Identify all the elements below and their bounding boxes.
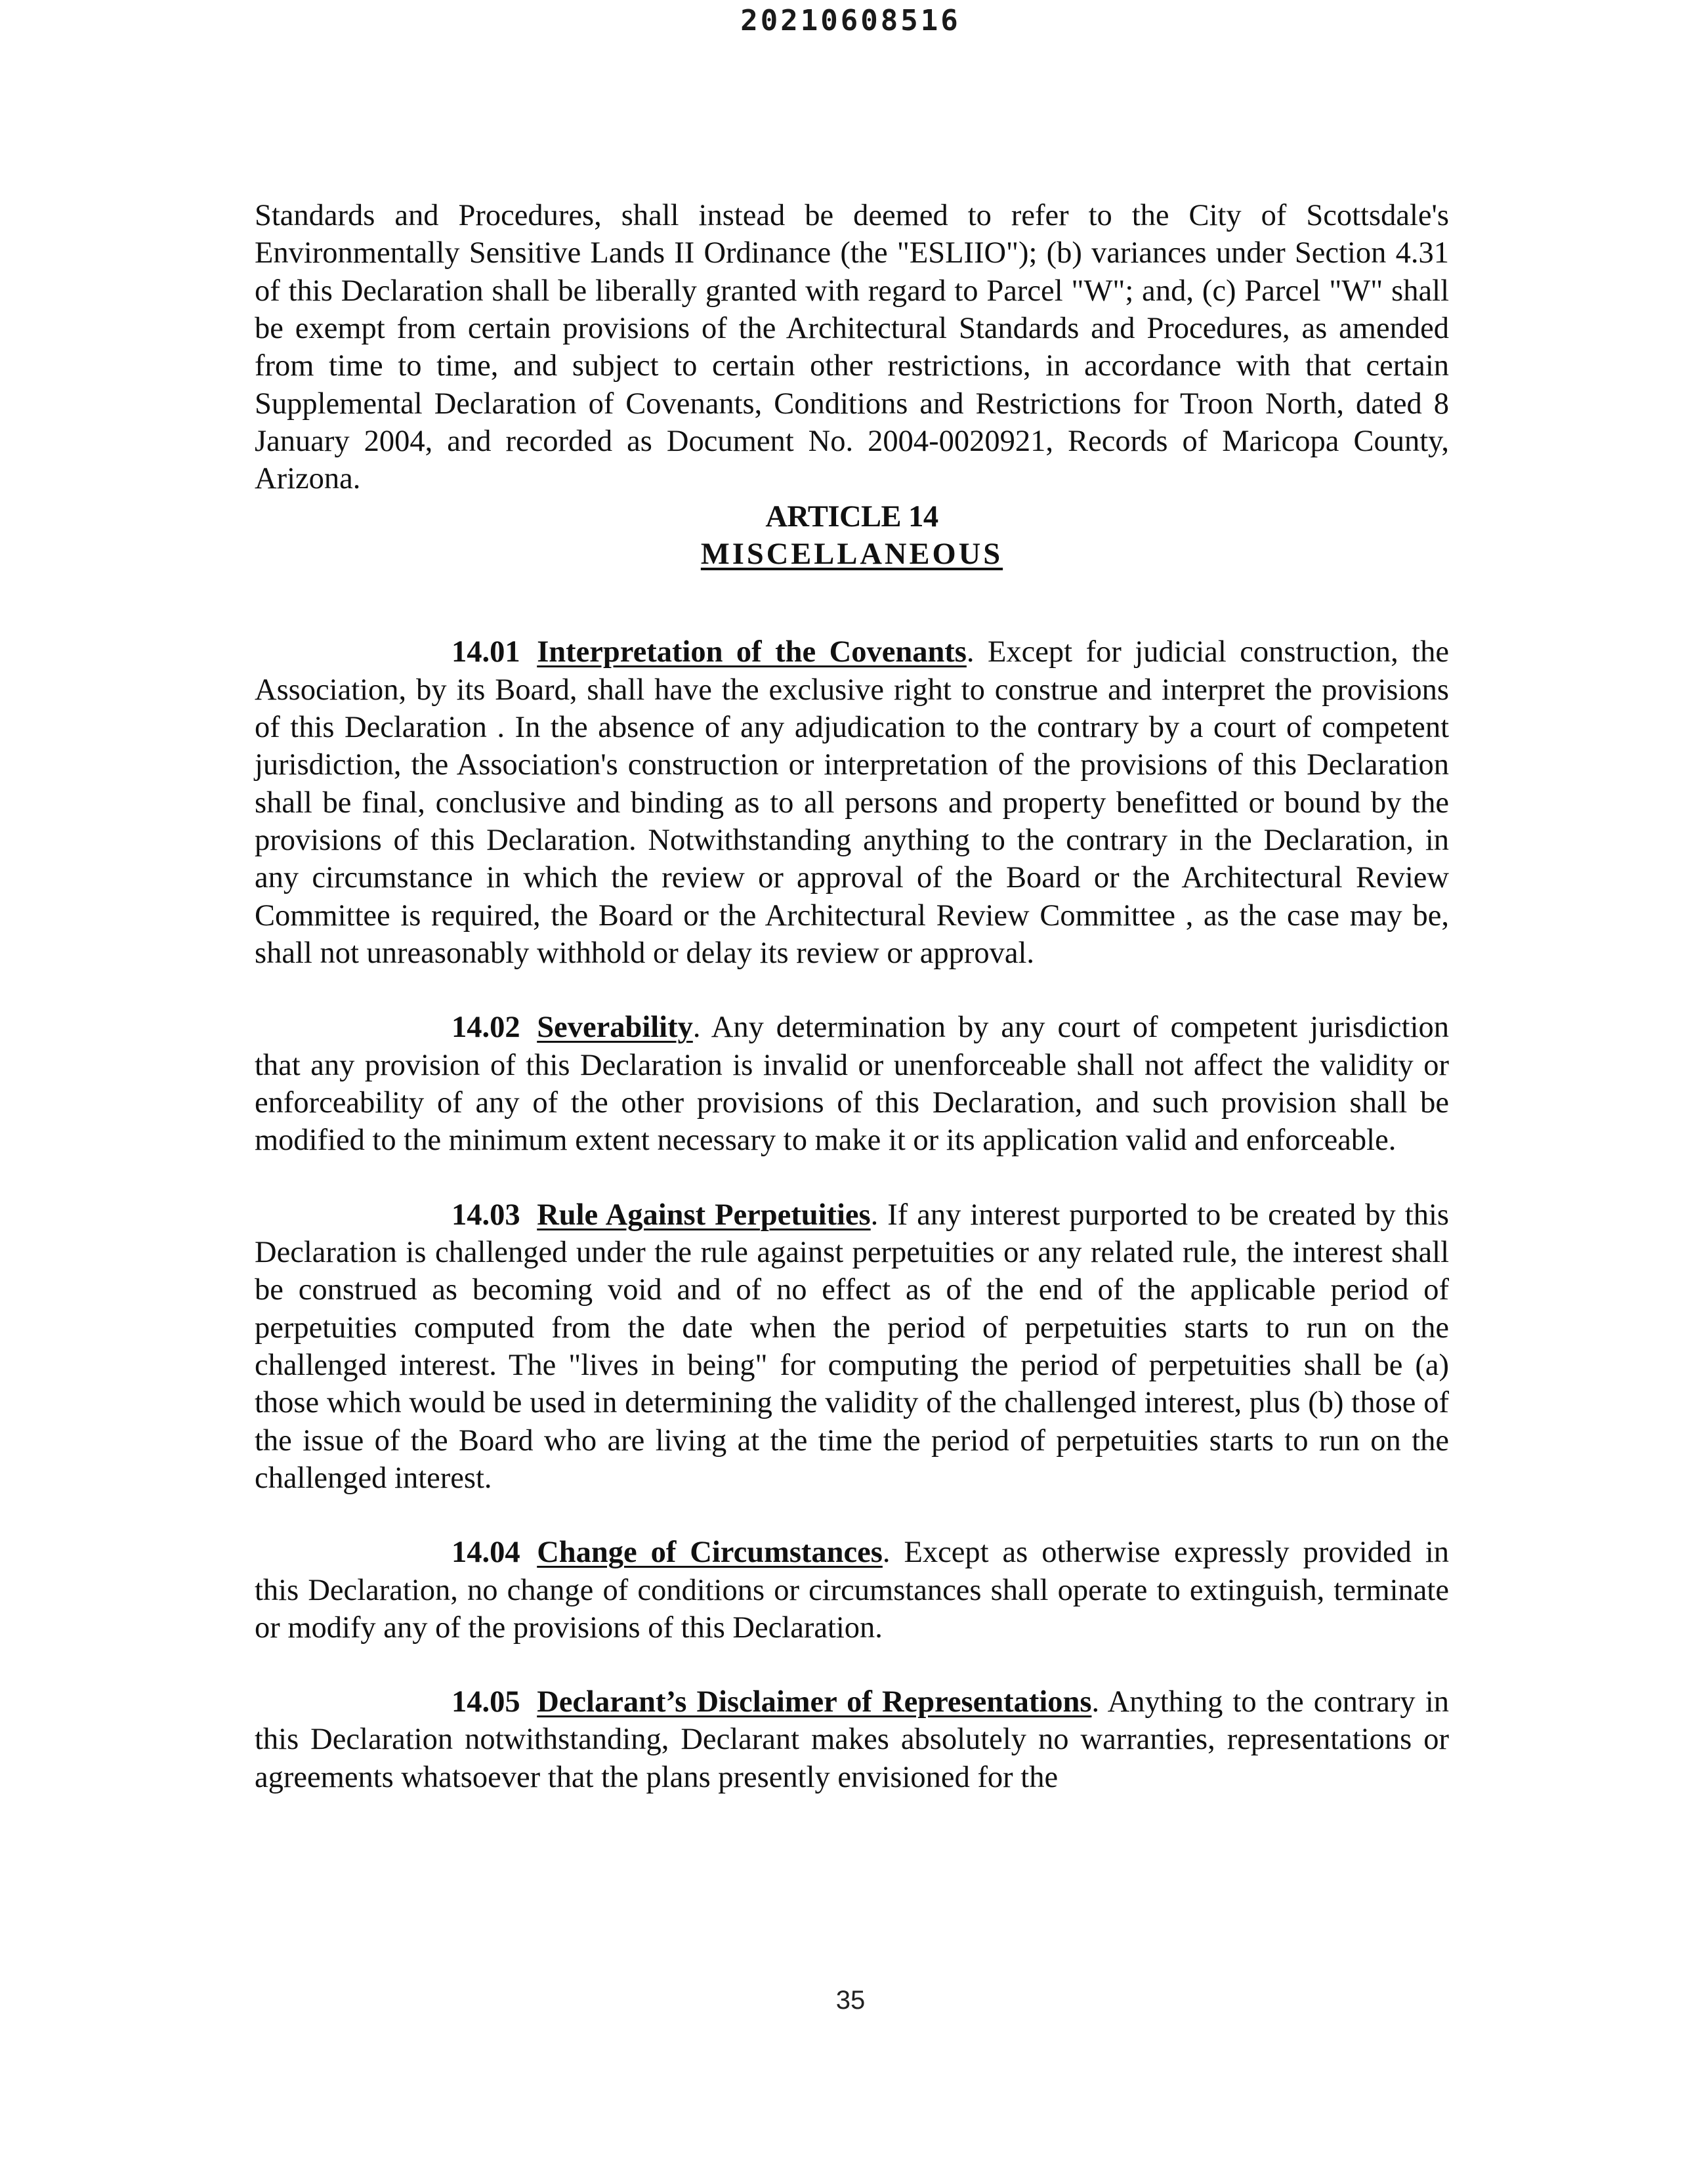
section-body: . If any interest purported to be created by this Declaration is challenged under the rule against perpetuities or any related rule, the interest shall be construed as becoming void and of no effect as of the end of the applicable period of perpetuities computed from the date when the period of perpetuities starts to run on the challenged interest. The "lives in being" for computing the period of perpetuities shall be (a) those which would be used in determining the validity of the challenged interest, plus (b) those of the issue of the Board who are living at the time the period of perpetuities starts to run on the challenged interest. — [255, 1198, 1449, 1495]
section-number: 14.05 — [452, 1685, 520, 1719]
recording-number: 20210608516 — [740, 4, 961, 37]
section-number: 14.02 — [452, 1011, 520, 1045]
section-14-02 — [255, 1009, 1449, 1159]
section-body: . Anything to the contrary in this Declaration notwithstanding, Declarant makes absolutely no warranties, representations or agreements whatsoever that the plans presently envisioned for the — [255, 1685, 1449, 1794]
section-title: Interpretation of the Covenants — [537, 635, 967, 669]
intro-paragraph: Standards and Procedures, shall instead be deemed to refer to the City of Scottsdale's Environmentally Sensitive Lands II Ordinance (the "ESLIIO"); (b) variances under Section 4.31 of this Declaration shall be liberally granted with regard to Parcel "W"; and, (c) Parcel "W" shall be exempt from certain provisions of the Architectural Standards and Procedures, as amended from time to time, and subject to certain other restrictions, in accordance with that certain Supplemental Declaration of Covenants, Conditions and Restrictions for Troon North, dated 8 January 2004, and recorded as Document No. 2004-0020921, Records of Maricopa County, Arizona. — [255, 199, 1449, 496]
document-body — [255, 197, 1449, 1796]
section-number: 14.01 — [452, 635, 520, 669]
section-number: 14.03 — [452, 1198, 520, 1232]
section-14-05 — [255, 1683, 1449, 1796]
section-14-01 — [255, 633, 1449, 972]
section-body: . Except for judicial construction, the Association, by its Board, shall have the exclusive right to construe and interpret the provisions of this Declaration . In the absence of any adjudication to the contrary by a court of competent jurisdiction, the Association's construction or interpretation of the provisions of this Declaration shall be final, conclusive and binding as to all persons and property benefitted or bound by the provisions of this Declaration. Notwithstanding anything to the contrary in the Declaration, in any circumstance in which the review or approval of the Board or the Architectural Review Committee is required, the Board or the Architectural Review Committee , as the case may be, shall not unreasonably withhold or delay its review or approval. — [255, 635, 1449, 970]
article-number: ARTICLE 14 — [765, 499, 938, 534]
section-number: 14.04 — [452, 1536, 520, 1570]
section-title: Declarant’s Disclaimer of Representations — [537, 1685, 1092, 1719]
section-14-04 — [255, 1534, 1449, 1647]
section-14-03 — [255, 1196, 1449, 1498]
section-body: . Any determination by any court of competent jurisdiction that any provision of this Declaration is invalid or unenforceable shall not affect the validity or enforceability of any of the other provisions of this Declaration, and such provision shall be modified to the minimum extent necessary to make it or its application valid and enforceable. — [255, 1011, 1449, 1158]
section-title: Change of Circumstances — [537, 1536, 883, 1570]
section-body: . Except as otherwise expressly provided in this Declaration, no change of conditions or circumstances shall operate to extinguish, terminate or modify any of the provisions of this Declaration. — [255, 1536, 1449, 1645]
article-title: MISCELLANEOUS — [700, 537, 1003, 571]
section-title: Severability — [537, 1011, 693, 1045]
section-title: Rule Against Perpetuities — [537, 1198, 871, 1232]
page-number: 35 — [835, 1986, 866, 2015]
